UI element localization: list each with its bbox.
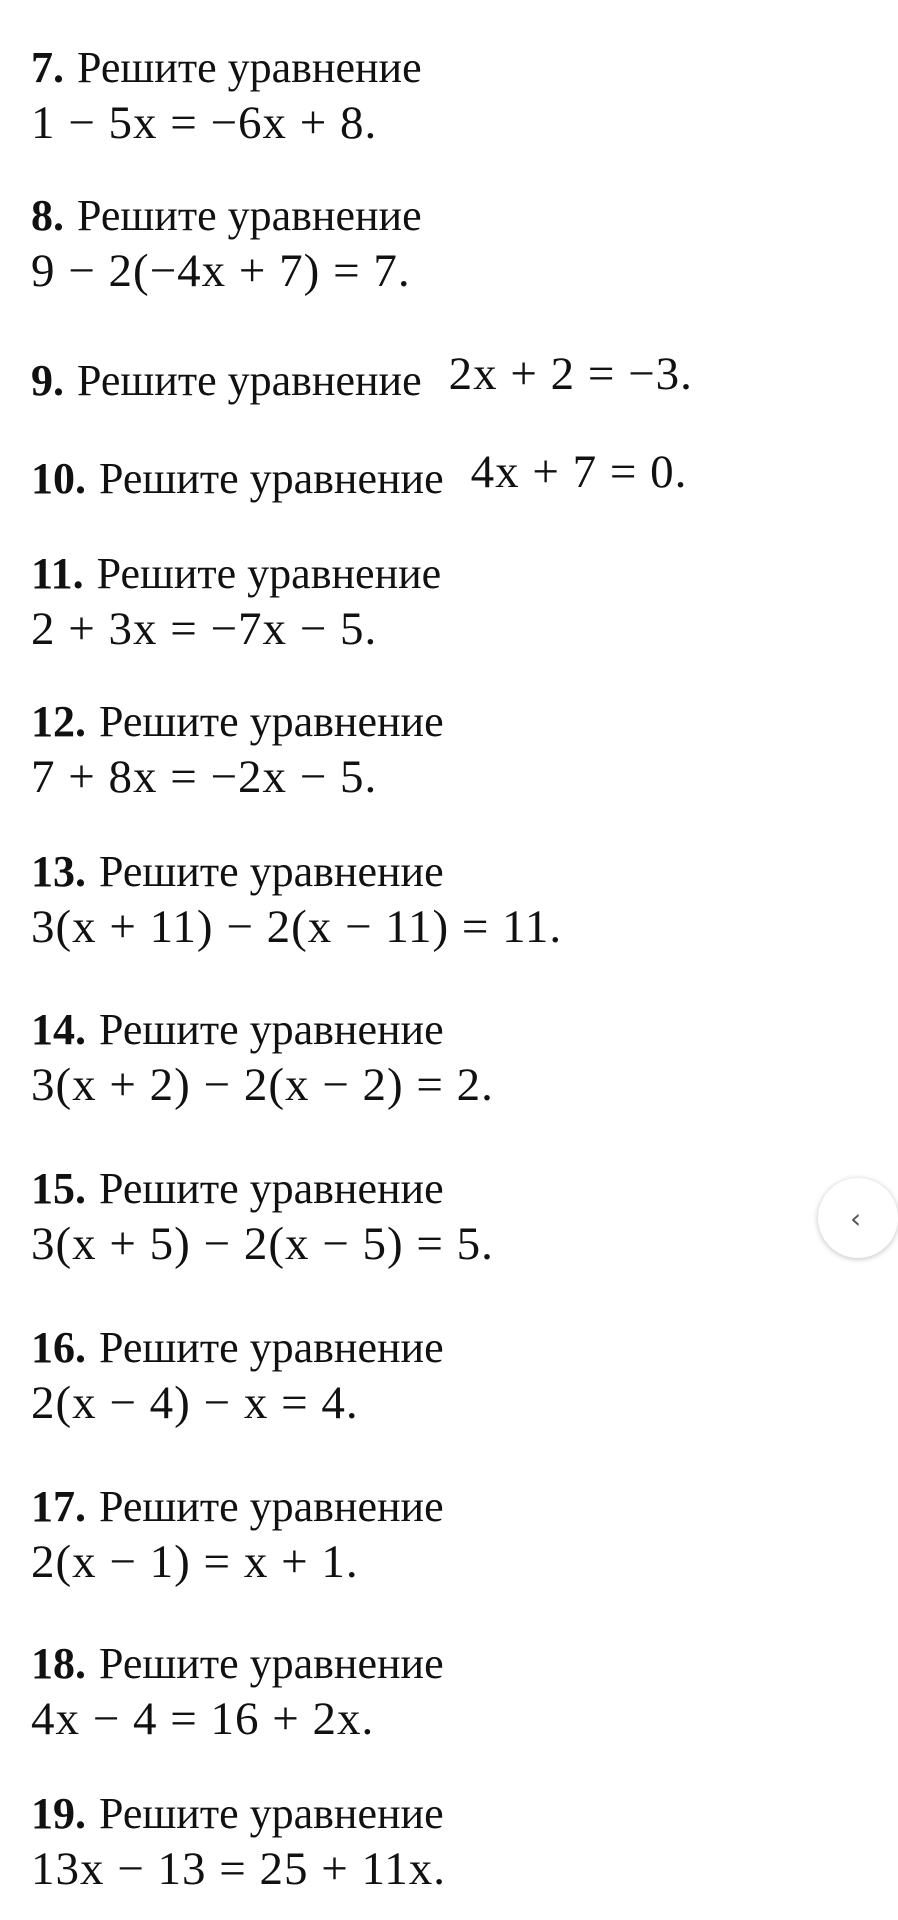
problem-number: 12. — [31, 697, 86, 746]
side-nav-button[interactable] — [818, 1178, 898, 1258]
problem-prompt: Решите уравнение — [99, 1482, 444, 1531]
problem-number: 7. — [31, 43, 64, 92]
problem-14 — [31, 1004, 831, 1113]
problem-prompt: Решите уравнение — [77, 43, 422, 92]
problem-header — [31, 696, 831, 749]
problem-header — [31, 1481, 831, 1534]
problem-prompt: Решите уравнение — [96, 549, 442, 598]
problem-15 — [31, 1163, 831, 1272]
problem-number: 10. — [31, 454, 86, 503]
problem-equation: 3(x + 2) − 2(x − 2) = 2. — [31, 1058, 494, 1111]
problem-19 — [31, 1788, 831, 1897]
problem-header — [31, 1322, 831, 1375]
problem-equation: 2 + 3x = −7x − 5. — [31, 602, 378, 655]
problem-equation: 1 − 5x = −6x + 8. — [31, 96, 378, 149]
problem-equation: 9 − 2(−4x + 7) = 7. — [31, 244, 411, 297]
problem-prompt: Решите уравнение — [99, 1005, 444, 1054]
problem-header — [31, 548, 831, 601]
problem-prompt: Решите уравнение — [99, 1323, 444, 1372]
problem-equation: 2(x − 1) = x + 1. — [31, 1535, 359, 1588]
problem-prompt: Решите уравнение — [99, 847, 444, 896]
problem-equation: 3(x + 11) − 2(x − 11) = 11. — [31, 900, 563, 953]
problem-header — [31, 1163, 831, 1216]
problem-11 — [31, 548, 831, 657]
problem-header — [31, 1788, 831, 1841]
problem-number: 13. — [31, 847, 86, 896]
problem-16 — [31, 1322, 831, 1431]
problem-prompt: Решите уравнение — [99, 1639, 444, 1688]
problem-header — [31, 348, 831, 408]
chevron-left-icon: ‹ — [850, 1202, 862, 1235]
problem-12 — [31, 696, 831, 805]
problem-equation: 7 + 8x = −2x − 5. — [31, 750, 378, 803]
problem-9 — [31, 348, 831, 408]
problem-number: 9. — [31, 356, 64, 405]
problem-10 — [31, 446, 831, 506]
problem-8 — [31, 190, 831, 299]
problem-7 — [31, 42, 831, 151]
problem-13 — [31, 846, 831, 955]
problem-equation: 4x − 4 = 16 + 2x. — [31, 1692, 375, 1745]
problem-header — [31, 1004, 831, 1057]
problem-equation: 2(x − 4) − x = 4. — [31, 1376, 359, 1429]
problem-prompt: Решите уравнение — [99, 1789, 444, 1838]
problem-header — [31, 1638, 831, 1691]
problem-prompt: Решите уравнение — [99, 454, 444, 503]
problem-number: 11. — [31, 549, 84, 598]
problem-number: 16. — [31, 1323, 86, 1372]
problem-18 — [31, 1638, 831, 1747]
problem-equation: 3(x + 5) − 2(x − 5) = 5. — [31, 1217, 494, 1270]
problem-header — [31, 190, 831, 243]
problem-number: 17. — [31, 1482, 86, 1531]
problem-header — [31, 42, 831, 95]
problem-17 — [31, 1481, 831, 1590]
problem-header — [31, 846, 831, 899]
problem-equation: 13x − 13 = 25 + 11x. — [31, 1842, 447, 1895]
problem-prompt: Решите уравнение — [77, 191, 422, 240]
problem-number: 18. — [31, 1639, 86, 1688]
problem-prompt: Решите уравнение — [99, 697, 444, 746]
problem-number: 8. — [31, 191, 64, 240]
problem-equation: 2x + 2 = −3. — [448, 348, 693, 400]
problem-equation: 4x + 7 = 0. — [470, 446, 688, 498]
problem-header — [31, 446, 831, 506]
problem-prompt: Решите уравнение — [99, 1164, 444, 1213]
problem-number: 15. — [31, 1164, 86, 1213]
problem-number: 19. — [31, 1789, 86, 1838]
problem-prompt: Решите уравнение — [77, 356, 422, 405]
problem-number: 14. — [31, 1005, 86, 1054]
